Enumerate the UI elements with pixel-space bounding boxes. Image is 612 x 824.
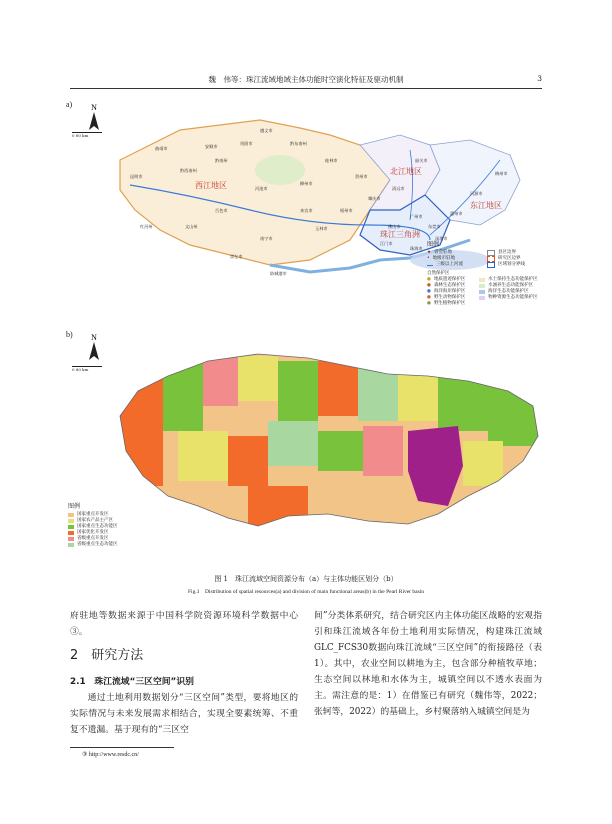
label-baise: 百色市	[215, 208, 228, 213]
label-guilin: 桂林市	[325, 158, 338, 163]
zone-agri-south	[178, 431, 228, 481]
protected-area-green	[255, 155, 305, 185]
scale-bar-a	[72, 132, 112, 138]
label-qingyuan: 清远市	[392, 186, 405, 191]
legend-b-item: 国家重点生态功能区	[68, 524, 178, 530]
zone-agri-north	[398, 371, 438, 421]
label-foshan: 佛山市	[388, 224, 401, 229]
label-zunyi: 遵义市	[260, 128, 273, 133]
map-b	[118, 346, 540, 531]
legend-a-protected: 水涵养生态功能保护区	[479, 283, 547, 289]
label-heyuan: 河源市	[470, 191, 483, 196]
zone-prov-eco-south	[268, 421, 318, 466]
legend-a-protected: ● 海洋海岸保护区	[427, 289, 466, 294]
legend-a-protected: 水土保持生态功能保护区	[479, 277, 547, 283]
label-meizhou: 梅州市	[495, 171, 508, 176]
label-zhuhai: 珠海市	[410, 246, 423, 251]
zone-optimize-west	[118, 366, 163, 486]
legend-a-protected: 物种资源生态功能保护区	[479, 295, 547, 301]
label-chongzuo: 崇左市	[230, 254, 243, 259]
legend-a-item: 三级以上河流	[427, 262, 487, 268]
paragraph: 府驻地等数据来源于中国科学院资源环境科学数据中心③。	[70, 611, 298, 637]
label-qiannan: 黔南州	[215, 158, 228, 163]
subsection-title: 2.1 珠江流域“三区空间”识别	[70, 677, 194, 687]
label-kunming: 昆明市	[130, 174, 143, 179]
label-hezhou: 贺州市	[355, 174, 368, 179]
label-wenshan: 文山州	[185, 224, 198, 229]
legend-a-protected: ● 森林生态保护区	[427, 283, 466, 288]
label-huizhou: 惠州市	[450, 211, 463, 216]
panel-a-label: a)	[66, 100, 73, 109]
scale-text-b: 0 80 km	[72, 367, 89, 372]
legend-b-item: 省级重点开发区	[68, 536, 178, 542]
north-letter-a: N	[91, 103, 97, 112]
label-zhaoqing: 肇庆市	[368, 196, 381, 201]
label-nanning: 南宁市	[260, 236, 273, 241]
legend-a-subtitle: 自然保护区	[427, 271, 450, 276]
zone-prov-dev-south	[363, 426, 403, 476]
legend-b	[68, 504, 178, 548]
figure-caption-en: Fig.1 Distribution of spatial resources(a) and division of main functional areas(b) in the Pearl River basin	[188, 589, 424, 595]
scale-bar-b	[72, 366, 112, 372]
panel-b-label: b)	[66, 330, 73, 339]
legend-a-title: 图例	[427, 241, 440, 248]
zone-agri	[238, 356, 278, 401]
label-wuzhou: 梧州市	[340, 208, 353, 213]
figure-caption-zh: 图 1 珠江流域空间资源分布（a）与主体功能区划分（b）	[214, 575, 398, 583]
zone-agri-east	[463, 441, 503, 486]
legend-a-protected: ● 野生动物保护区	[427, 295, 466, 300]
legend-a-protected: ● 野生植物保护区	[427, 301, 466, 306]
label-dongjiang-region: 东江地区	[470, 201, 502, 210]
zone-ecology-west	[163, 361, 203, 431]
legend-a	[427, 242, 547, 307]
zone-optimize-mid	[318, 361, 358, 416]
label-guangzhou: 广州市	[410, 214, 423, 219]
paragraph: 间”分类体系研究，结合研究区内主体功能区战略的宏观指引和珠江流域各年份土地利用实际情况，构建珠江流域GLC_FCS30数据向珠江流域“三区空间”的衔接路径（表1）。其中，农业空间以耕地为主，包含部分种植牧草地；生态空间以林地和水体为主，城镇空间以不透水表面为主。需注意的是：1）在借鉴已有研究（魏伟等，2022；张轲等，2022）的基础上，乡村聚落纳入城镇空间是为	[314, 611, 542, 717]
zone-optimize-south	[228, 436, 268, 486]
label-guiyang: 贵阳市	[240, 141, 253, 146]
legend-b-title: 图例	[68, 503, 81, 510]
zone-ecology-mid	[278, 361, 318, 421]
label-qujing: 曲靖市	[155, 146, 168, 151]
legend-a-protected: 海洋生态功能保护区	[479, 289, 547, 295]
legend-b-item: 国家重点开发区	[68, 512, 178, 518]
zone-provincial-dev	[203, 356, 238, 406]
label-hechi: 河池市	[255, 186, 268, 191]
label-liuzhou: 柳州市	[300, 181, 313, 186]
label-xijiang-region: 西江地区	[195, 181, 227, 190]
section-title: 2 研究方法	[70, 648, 144, 663]
label-jiangmen: 江门市	[380, 241, 393, 246]
label-anshun: 安顺市	[205, 144, 218, 149]
label-fangchenggang: 防城港市	[270, 271, 287, 276]
legend-b-item: 省级重点生态功能区	[68, 542, 178, 548]
label-qiandongnan: 黔东南州	[290, 141, 307, 146]
legend-b-item: 国家优化开发区	[68, 530, 178, 536]
label-shaoguan: 韶关市	[415, 158, 428, 163]
legend-a-item: 区域划分界线	[487, 262, 547, 268]
label-yulin: 玉林市	[315, 226, 328, 231]
legend-a-item: 研究区边界	[487, 256, 547, 262]
paragraph: 通过土地利用数据划分“三区空间”类型，要将地区的实际情况与未来发展需求相结合，实现全要素统筹、不重复不遗漏。基于现有的“三区空	[70, 693, 298, 735]
label-delta-region: 珠江三角洲	[380, 230, 420, 239]
zone-optimize-southwest	[248, 486, 308, 531]
basin-region-west	[120, 120, 390, 265]
label-qianxinan: 黔西南州	[180, 168, 197, 173]
north-letter-b: N	[91, 333, 97, 342]
left-column	[70, 608, 298, 738]
label-dongguan: 东莞市	[428, 224, 441, 229]
running-header	[70, 74, 542, 89]
running-title: 魏 伟等：珠江流域地域主体功能时空演化特征及驱动机制	[208, 75, 404, 84]
legend-a-item: ★ 省会驻地	[427, 250, 453, 255]
legend-a-item: • 地级市驻地	[427, 256, 456, 261]
footnote: ③ http://www.resdc.cn/	[82, 752, 139, 758]
legend-a-item: 县区边界	[487, 250, 547, 256]
label-beijiang-region: 北江地区	[390, 167, 422, 176]
legend-b-item: 国家农产品主产区	[68, 518, 178, 524]
label-shenzhen: 深圳市	[435, 236, 448, 241]
legend-a-protected: ● 地质遗迹保护区	[427, 277, 466, 282]
label-laibin: 来宾市	[300, 208, 313, 213]
scale-text-a: 0 80 km	[72, 133, 89, 138]
right-column	[314, 608, 542, 720]
footnote-rule	[70, 747, 174, 748]
zone-ecology-south	[318, 431, 363, 471]
label-honghe: 红河州	[140, 224, 153, 229]
page-number: 3	[537, 74, 542, 83]
